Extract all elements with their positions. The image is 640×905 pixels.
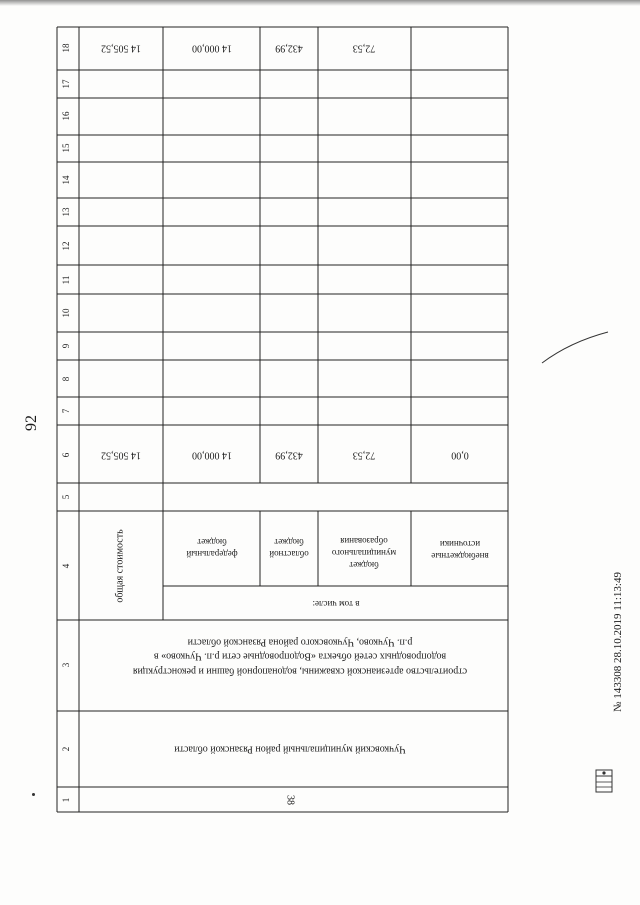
col-number: 3 [61, 662, 72, 668]
object-line: строительство артезианской скважины, водонапорной башни и реконструкция [132, 665, 468, 677]
column-dividers [57, 70, 508, 787]
col-number: 16 [61, 111, 72, 121]
col18-values [101, 43, 375, 54]
value-total: 14 505,52 [101, 449, 141, 461]
value-federal: 14 000,00 [192, 449, 232, 461]
col-number: 1 [61, 797, 72, 803]
page-number: 92 [23, 415, 40, 431]
source-labels [186, 536, 488, 570]
total-cost-label: общая стоимость [114, 529, 126, 603]
source-label: муниципального [331, 547, 397, 558]
col-number: 11 [61, 275, 72, 285]
row-dividers [163, 27, 508, 620]
pen-mark [540, 330, 610, 365]
source-label: федеральный [186, 548, 238, 559]
col-number: 13 [61, 207, 72, 217]
source-label: бюджет [274, 536, 304, 547]
source-label: образования [340, 535, 388, 546]
col-number: 18 [61, 43, 72, 53]
recipient-name: Чучковский муниципальный район Рязанской области [174, 743, 406, 755]
source-label: бюджет [349, 559, 379, 570]
object-description [132, 637, 467, 677]
col-number: 17 [61, 79, 72, 89]
row-number: 38 [284, 795, 296, 805]
value-extrabudget: 0,00 [451, 449, 469, 461]
object-line: р.п. Чучково, Чучковского района Рязанской области [187, 636, 413, 648]
scan-speck [32, 793, 35, 796]
source-label: внебюджетные [431, 550, 489, 561]
col-number: 4 [61, 563, 72, 569]
value-total: 14 505,52 [101, 42, 141, 54]
col-number: 5 [61, 494, 72, 500]
including-label: в том числе: [312, 598, 360, 609]
value-regional: 432,99 [275, 42, 303, 54]
col-number: 9 [61, 343, 72, 349]
column-numbers [61, 43, 71, 802]
col6-values [101, 450, 469, 461]
col-number: 6 [61, 452, 72, 458]
source-label: источники [439, 538, 481, 549]
value-municipal: 72,53 [352, 449, 376, 461]
col-number: 8 [61, 376, 72, 382]
object-line: водопроводных сетей объекта «Водопроводные сети р.п. Чучково» в [153, 650, 447, 662]
col-number: 10 [61, 308, 72, 318]
source-label: областной [269, 548, 309, 559]
col-number: 7 [61, 408, 72, 414]
col-number: 12 [61, 241, 72, 251]
col-number: 14 [61, 175, 72, 185]
col-number: 15 [61, 143, 72, 153]
value-federal: 14 000,00 [192, 42, 232, 54]
registration-stamp-text: № 143308 28.10.2019 11:13:49 [612, 572, 624, 712]
registry-emblem-icon [594, 768, 614, 794]
col-number: 2 [61, 746, 72, 752]
source-label: бюджет [197, 536, 227, 547]
value-municipal: 72,53 [352, 42, 376, 54]
value-regional: 432,99 [275, 449, 303, 461]
